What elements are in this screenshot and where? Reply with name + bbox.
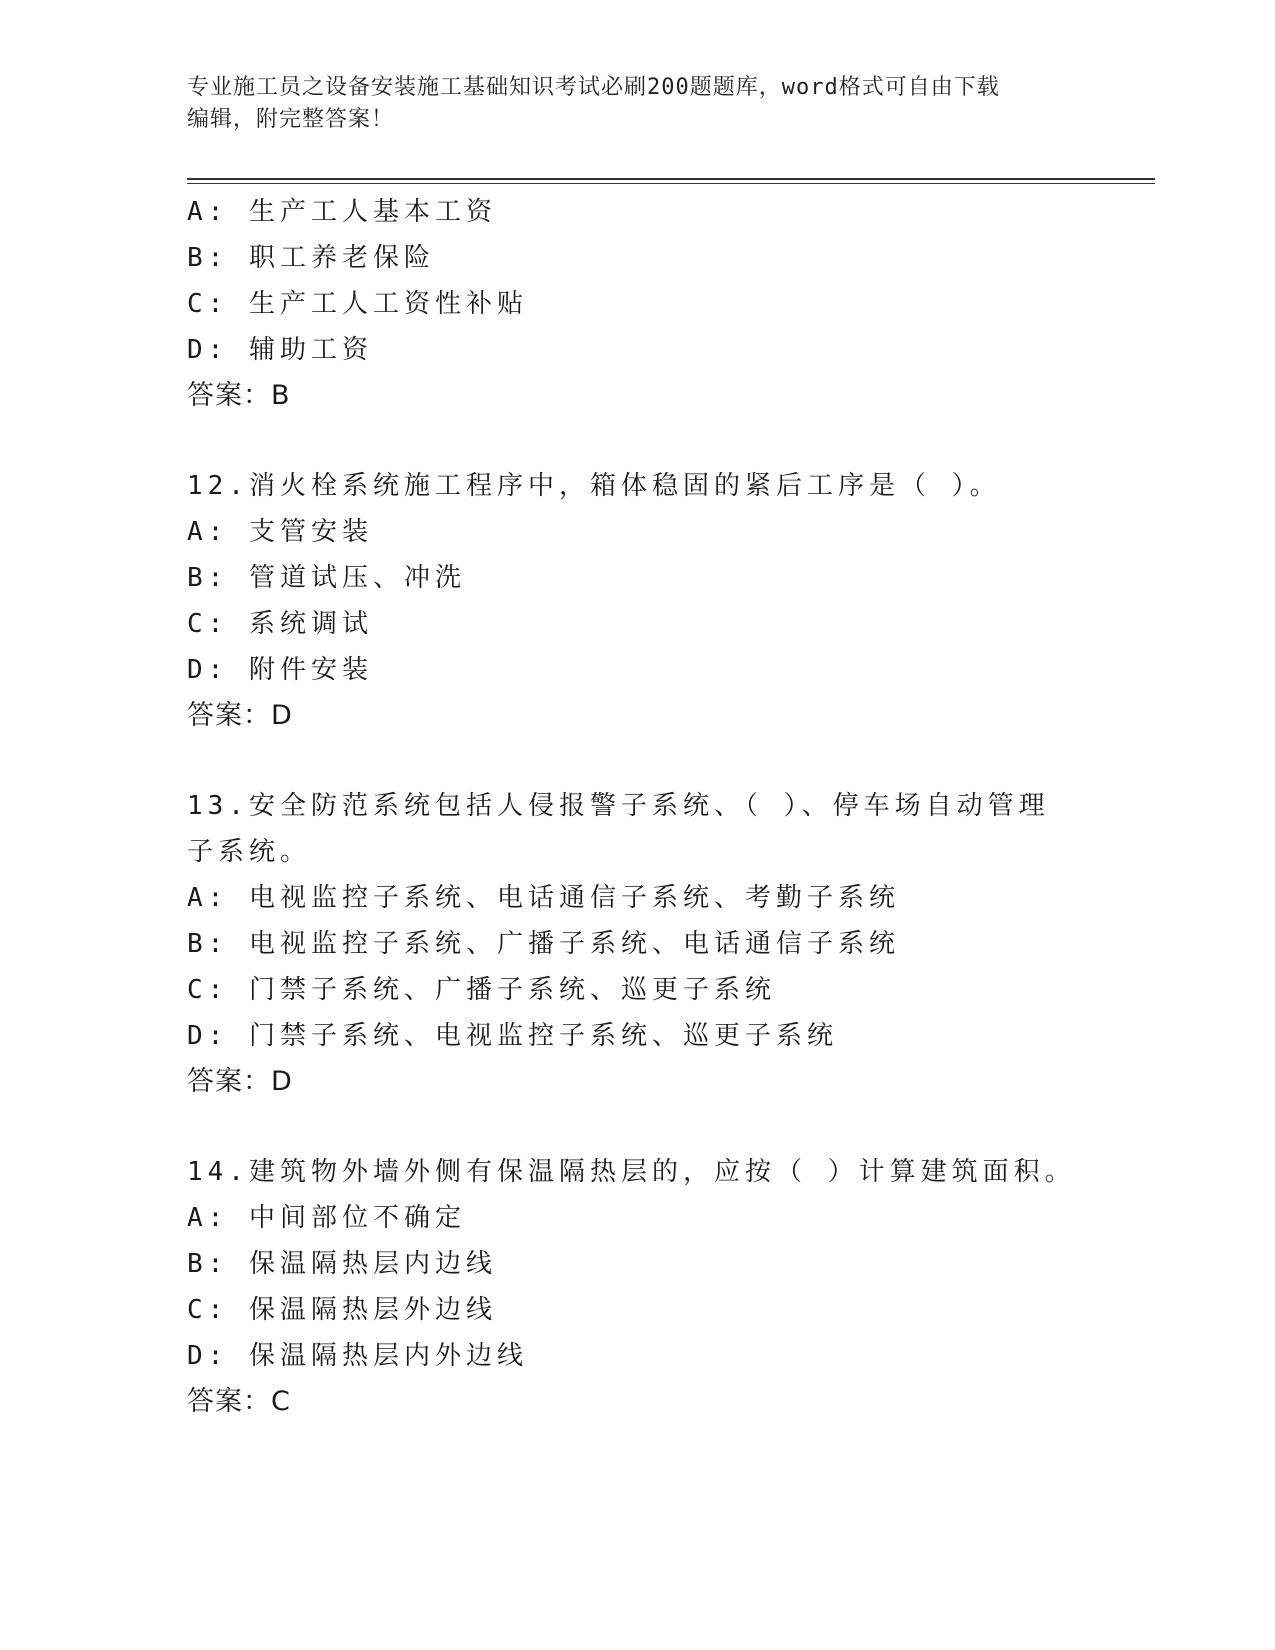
header-divider (187, 178, 1155, 184)
header-title-line-2: 编辑，附完整答案！ (187, 107, 395, 132)
option-d: D: 门禁子系统、电视监控子系统、巡更子系统 (187, 1021, 838, 1051)
option-c: C: 门禁子系统、广播子系统、巡更子系统 (187, 975, 776, 1005)
option-d: D: 保温隔热层内外边线 (187, 1341, 528, 1371)
question-14 (187, 1149, 1147, 1425)
question-spacer (187, 1105, 1147, 1149)
question-11 (187, 189, 1147, 419)
option-b: B: 电视监控子系统、广播子系统、电话通信子系统 (187, 929, 900, 959)
question-stem: 14.建筑物外墙外侧有保温隔热层的，应按（ ）计算建筑面积。 (187, 1157, 1076, 1187)
option-a: A: 电视监控子系统、电话通信子系统、考勤子系统 (187, 883, 900, 913)
answer-line: 答案：C (187, 1386, 291, 1417)
answer-line: 答案：D (187, 700, 293, 731)
option-d: D: 辅助工资 (187, 335, 373, 365)
question-list (187, 189, 1147, 1425)
question-stem: 12.消火栓系统施工程序中，箱体稳固的紧后工序是（ ）。 (187, 471, 1001, 501)
document-header (187, 72, 1087, 136)
option-a: A: 生产工人基本工资 (187, 197, 497, 227)
option-b: B: 保温隔热层内边线 (187, 1249, 497, 1279)
option-c: C: 生产工人工资性补贴 (187, 289, 528, 319)
option-b: B: 管道试压、冲洗 (187, 563, 466, 593)
answer-line: 答案：B (187, 380, 291, 411)
question-spacer (187, 739, 1147, 783)
answer-line: 答案：D (187, 1066, 293, 1097)
option-c: C: 系统调试 (187, 609, 373, 639)
option-c: C: 保温隔热层外边线 (187, 1295, 497, 1325)
header-title-line-1: 专业施工员之设备安装施工基础知识考试必刷200题题库，word格式可自由下载 (187, 75, 1000, 100)
option-d: D: 附件安装 (187, 655, 373, 685)
question-13 (187, 783, 1147, 1105)
option-a: A: 中间部位不确定 (187, 1203, 466, 1233)
question-stem: 13.安全防范系统包括人侵报警子系统、（ ）、停车场自动管理子系统。 (187, 791, 1050, 867)
question-12 (187, 463, 1147, 739)
question-spacer (187, 419, 1147, 463)
option-b: B: 职工养老保险 (187, 243, 435, 273)
option-a: A: 支管安装 (187, 517, 373, 547)
